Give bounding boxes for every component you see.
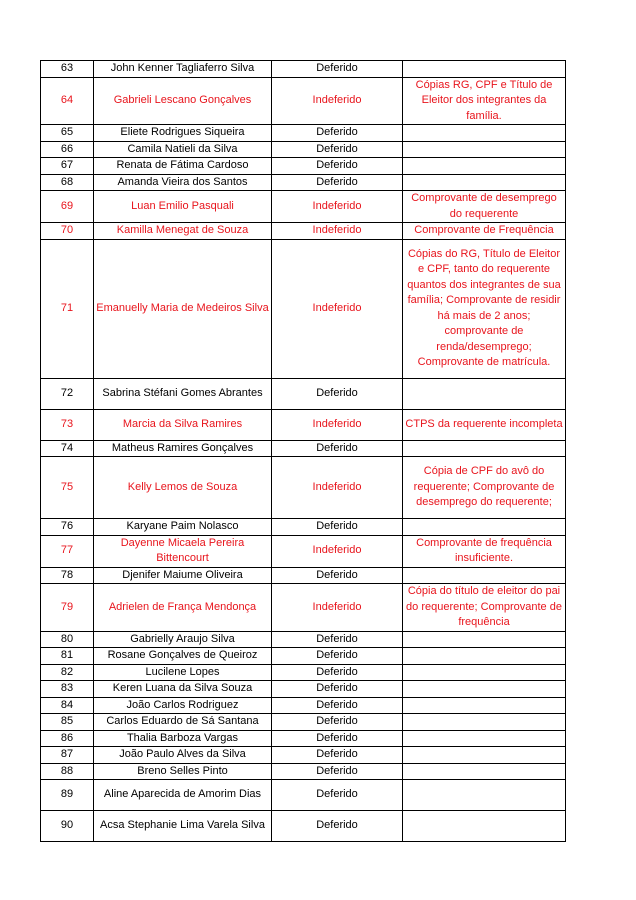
table-row: [41, 714, 566, 731]
table-row: [41, 584, 566, 632]
row-number: 70: [41, 223, 94, 240]
table-row: [41, 519, 566, 536]
note-cell: Comprovante de Frequência: [403, 223, 566, 240]
table-row: [41, 763, 566, 780]
note-cell: [403, 648, 566, 665]
row-number: 90: [41, 811, 94, 842]
note-cell: [403, 61, 566, 78]
note-cell: [403, 714, 566, 731]
status-cell: Indeferido: [272, 239, 403, 378]
table-row: [41, 730, 566, 747]
applicant-name: Dayenne Micaela Pereira Bittencourt: [94, 535, 272, 567]
note-cell: Comprovante de desemprego do requerente: [403, 191, 566, 223]
row-number: 88: [41, 763, 94, 780]
table-row: [41, 648, 566, 665]
applicant-name: João Paulo Alves da Silva: [94, 747, 272, 764]
row-number: 85: [41, 714, 94, 731]
table-row: [41, 174, 566, 191]
note-cell: [403, 811, 566, 842]
row-number: 63: [41, 61, 94, 78]
table-row: [41, 664, 566, 681]
status-cell: Indeferido: [272, 409, 403, 440]
row-number: 82: [41, 664, 94, 681]
note-cell: [403, 631, 566, 648]
status-cell: Deferido: [272, 648, 403, 665]
note-cell: Cópias RG, CPF e Título de Eleitor dos integrantes da família.: [403, 77, 566, 125]
table-row: [41, 378, 566, 409]
table-row: [41, 125, 566, 142]
row-number: 68: [41, 174, 94, 191]
row-number: 83: [41, 681, 94, 698]
applicant-name: Kamilla Menegat de Souza: [94, 223, 272, 240]
row-number: 81: [41, 648, 94, 665]
status-cell: Deferido: [272, 125, 403, 142]
applicant-name: John Kenner Tagliaferro Silva: [94, 61, 272, 78]
table-row: [41, 811, 566, 842]
row-number: 73: [41, 409, 94, 440]
note-cell: [403, 567, 566, 584]
note-cell: [403, 763, 566, 780]
applicant-name: Breno Selles Pinto: [94, 763, 272, 780]
status-cell: Deferido: [272, 61, 403, 78]
table-row: [41, 681, 566, 698]
status-cell: Indeferido: [272, 191, 403, 223]
applicant-name: Amanda Vieira dos Santos: [94, 174, 272, 191]
note-cell: Cópia do título de eleitor do pai do requerente; Comprovante de frequência: [403, 584, 566, 632]
applicant-name: Rosane Gonçalves de Queiroz: [94, 648, 272, 665]
note-cell: [403, 378, 566, 409]
applicant-name: Luan Emilio Pasquali: [94, 191, 272, 223]
row-number: 72: [41, 378, 94, 409]
table-row: [41, 631, 566, 648]
applicant-name: Acsa Stephanie Lima Varela Silva: [94, 811, 272, 842]
note-cell: [403, 158, 566, 175]
table-row: [41, 223, 566, 240]
applicant-name: Karyane Paim Nolasco: [94, 519, 272, 536]
status-cell: Deferido: [272, 141, 403, 158]
row-number: 86: [41, 730, 94, 747]
note-cell: CTPS da requerente incompleta: [403, 409, 566, 440]
applicant-name: Eliete Rodrigues Siqueira: [94, 125, 272, 142]
status-cell: Indeferido: [272, 223, 403, 240]
row-number: 84: [41, 697, 94, 714]
applicant-name: Gabrieli Lescano Gonçalves: [94, 77, 272, 125]
row-number: 89: [41, 780, 94, 811]
applicant-name: Lucilene Lopes: [94, 664, 272, 681]
applicant-name: Matheus Ramires Gonçalves: [94, 440, 272, 457]
row-number: 71: [41, 239, 94, 378]
row-number: 78: [41, 567, 94, 584]
note-cell: Cópia de CPF do avô do requerente; Comprovante de desemprego do requerente;: [403, 457, 566, 519]
status-cell: Deferido: [272, 440, 403, 457]
status-cell: Indeferido: [272, 584, 403, 632]
applicant-name: Aline Aparecida de Amorim Dias: [94, 780, 272, 811]
row-number: 69: [41, 191, 94, 223]
note-cell: [403, 174, 566, 191]
applicant-name: Sabrina Stéfani Gomes Abrantes: [94, 378, 272, 409]
applicant-name: Adrielen de França Mendonça: [94, 584, 272, 632]
row-number: 65: [41, 125, 94, 142]
row-number: 77: [41, 535, 94, 567]
row-number: 67: [41, 158, 94, 175]
row-number: 64: [41, 77, 94, 125]
note-cell: [403, 780, 566, 811]
note-cell: Comprovante de frequência insuficiente.: [403, 535, 566, 567]
status-cell: Deferido: [272, 780, 403, 811]
applicant-name: Camila Natieli da Silva: [94, 141, 272, 158]
table-row: [41, 457, 566, 519]
applicant-name: Marcia da Silva Ramires: [94, 409, 272, 440]
table-row: [41, 77, 566, 125]
status-cell: Deferido: [272, 378, 403, 409]
applicant-name: Emanuelly Maria de Medeiros Silva: [94, 239, 272, 378]
applicant-name: Carlos Eduardo de Sá Santana: [94, 714, 272, 731]
table-row: [41, 409, 566, 440]
results-table-body: [41, 61, 566, 842]
status-cell: Deferido: [272, 763, 403, 780]
status-cell: Deferido: [272, 567, 403, 584]
table-row: [41, 158, 566, 175]
note-cell: Cópias do RG, Título de Eleitor e CPF, tanto do requerente quantos dos integrantes de sua família; Comprovante de residir há mais de 2 anos; comprovante de renda/desemprego; Comprovante de matrícula.: [403, 239, 566, 378]
table-row: [41, 747, 566, 764]
table-row: [41, 61, 566, 78]
table-row: [41, 191, 566, 223]
row-number: 75: [41, 457, 94, 519]
note-cell: [403, 747, 566, 764]
table-row: [41, 535, 566, 567]
status-cell: Deferido: [272, 664, 403, 681]
note-cell: [403, 141, 566, 158]
applicant-name: Gabrielly Araujo Silva: [94, 631, 272, 648]
table-row: [41, 697, 566, 714]
status-cell: Deferido: [272, 730, 403, 747]
status-cell: Deferido: [272, 697, 403, 714]
table-row: [41, 440, 566, 457]
row-number: 76: [41, 519, 94, 536]
applicant-name: João Carlos Rodriguez: [94, 697, 272, 714]
note-cell: [403, 519, 566, 536]
note-cell: [403, 664, 566, 681]
row-number: 74: [41, 440, 94, 457]
applicant-name: Djenifer Maiume Oliveira: [94, 567, 272, 584]
note-cell: [403, 681, 566, 698]
row-number: 66: [41, 141, 94, 158]
applicant-name: Kelly Lemos de Souza: [94, 457, 272, 519]
table-row: [41, 239, 566, 378]
applicant-name: Renata de Fátima Cardoso: [94, 158, 272, 175]
status-cell: Deferido: [272, 681, 403, 698]
note-cell: [403, 697, 566, 714]
table-row: [41, 567, 566, 584]
row-number: 79: [41, 584, 94, 632]
status-cell: Deferido: [272, 519, 403, 536]
note-cell: [403, 730, 566, 747]
status-cell: Indeferido: [272, 77, 403, 125]
status-cell: Deferido: [272, 714, 403, 731]
status-cell: Deferido: [272, 174, 403, 191]
row-number: 80: [41, 631, 94, 648]
status-cell: Indeferido: [272, 457, 403, 519]
status-cell: Indeferido: [272, 535, 403, 567]
applicant-name: Thalia Barboza Vargas: [94, 730, 272, 747]
status-cell: Deferido: [272, 631, 403, 648]
status-cell: Deferido: [272, 158, 403, 175]
applicant-name: Keren Luana da Silva Souza: [94, 681, 272, 698]
note-cell: [403, 125, 566, 142]
note-cell: [403, 440, 566, 457]
table-row: [41, 780, 566, 811]
status-cell: Deferido: [272, 747, 403, 764]
table-row: [41, 141, 566, 158]
row-number: 87: [41, 747, 94, 764]
status-cell: Deferido: [272, 811, 403, 842]
results-table: [40, 60, 566, 842]
